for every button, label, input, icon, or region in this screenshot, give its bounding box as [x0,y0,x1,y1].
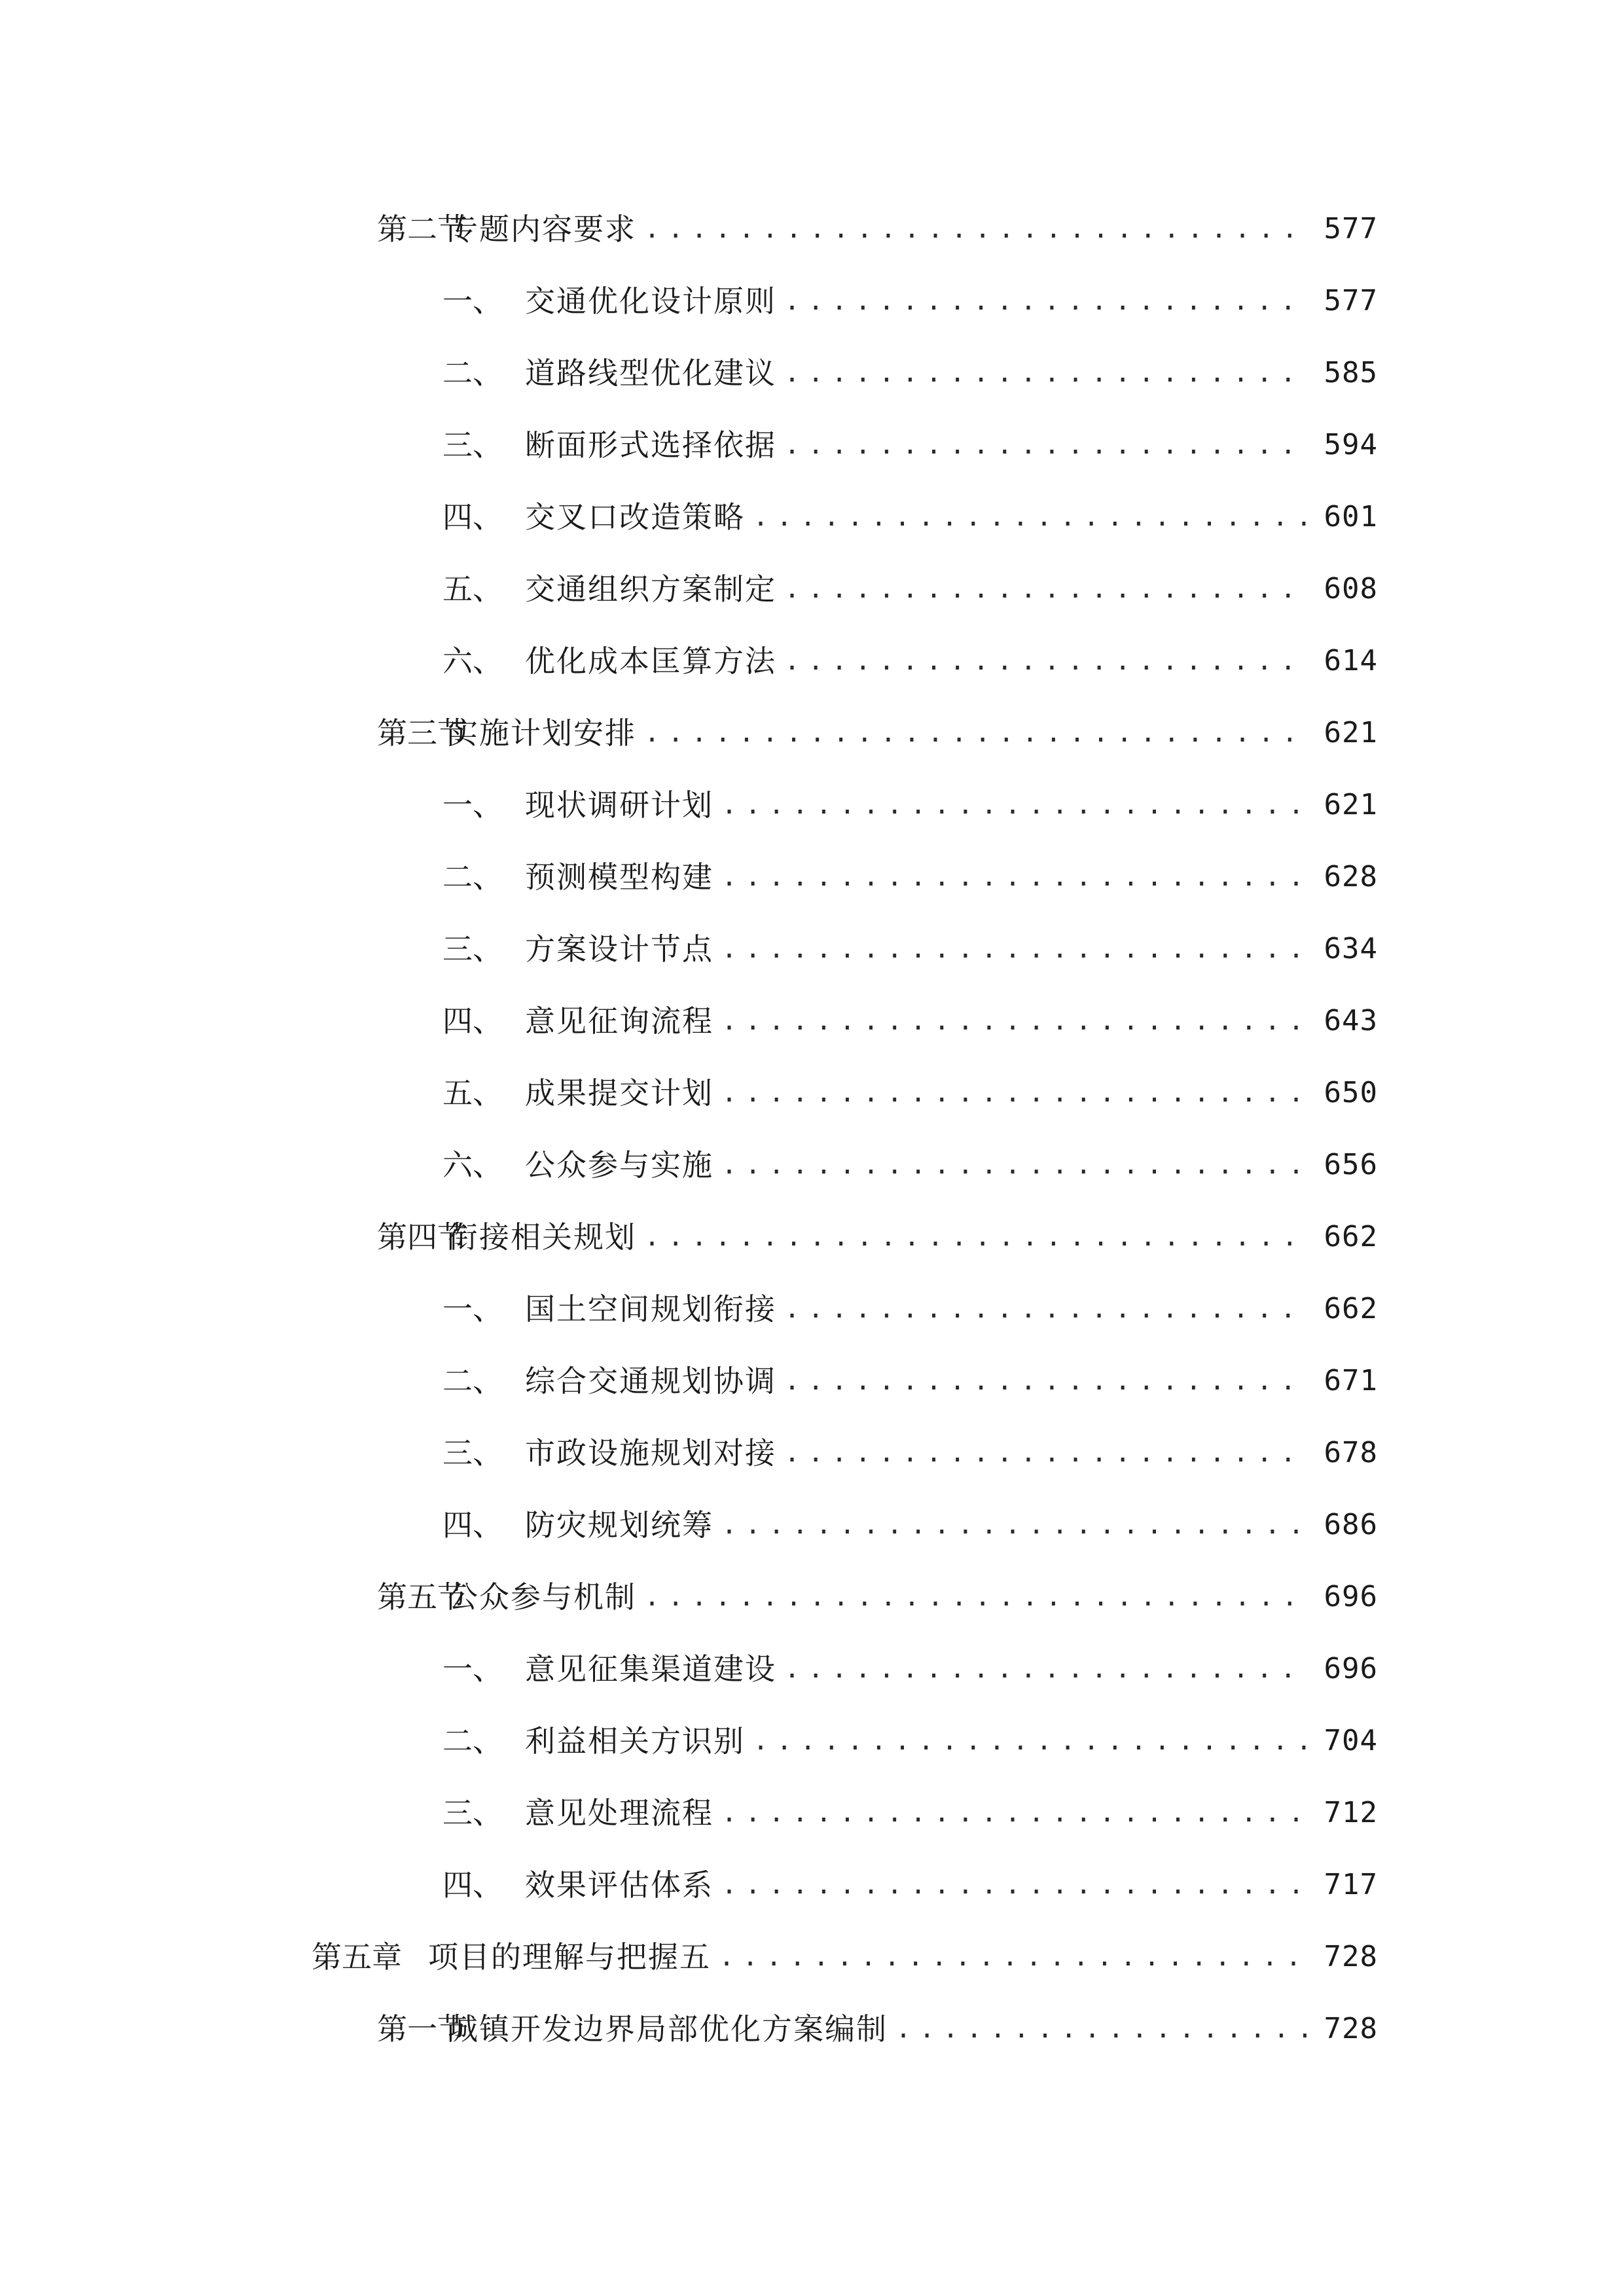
toc-entry-title: 成果提交计划 [525,1075,713,1111]
toc-entry-title: 市政设施规划对接 [525,1435,776,1471]
toc-entry-page: 634 [1324,932,1378,965]
toc-entry-label: 第四节 [377,1219,467,1255]
toc-entry-page: 686 [1324,1508,1378,1541]
toc-entry-page: 662 [1324,1220,1378,1253]
toc-entry-label: 第五节 [377,1579,467,1615]
toc-dot-leader [784,1643,1310,1695]
toc-entry-title: 预测模型构建 [525,859,713,895]
toc-entry-title: 衔接相关规划 [448,1219,636,1255]
toc-entry-label: 第五章 [312,1939,402,1975]
toc-entry-title: 专题内容要求 [448,211,636,247]
toc-entry-item[interactable] [442,995,1378,1047]
toc-entry-label: 六、 [442,643,503,679]
toc-entry-page: 678 [1324,1436,1378,1469]
toc-dot-leader [644,203,1310,255]
toc-entry-item[interactable] [442,635,1378,687]
toc-entry-item[interactable] [442,1787,1378,1839]
toc-entry-page: 696 [1324,1652,1378,1685]
toc-entry-title: 意见征询流程 [525,1003,713,1039]
toc-entry-page: 662 [1324,1292,1378,1325]
toc-entry-item[interactable] [442,1283,1378,1335]
toc-entry-label: 四、 [442,499,503,535]
toc-entry-item[interactable] [442,851,1378,903]
toc-entry-label: 六、 [442,1147,503,1183]
toc-entry-page: 608 [1324,572,1378,605]
toc-dot-leader [721,995,1310,1047]
toc-entry-item[interactable] [442,1643,1378,1695]
toc-entry-title: 方案设计节点 [525,931,713,967]
toc-dot-leader [784,563,1310,615]
toc-dot-leader [721,1067,1310,1119]
toc-entry-item[interactable] [442,275,1378,327]
toc-entry-label: 第二节 [377,211,467,247]
toc-entry-label: 二、 [442,355,503,391]
toc-entry-item[interactable] [442,1499,1378,1551]
toc-entry-label: 五、 [442,1075,503,1111]
toc-entry-page: 601 [1324,500,1378,533]
toc-entry-label: 二、 [442,1723,503,1759]
toc-entry-label: 四、 [442,1003,503,1039]
toc-entry-title: 断面形式选择依据 [525,427,776,463]
toc-entry-section[interactable] [377,1571,1378,1623]
toc-entry-item[interactable] [442,491,1378,543]
toc-entry-label: 三、 [442,1435,503,1471]
toc-entry-title: 意见征集渠道建设 [525,1651,776,1687]
toc-entry-page: 671 [1324,1364,1378,1397]
toc-dot-leader [753,1715,1310,1767]
toc-entry-label: 三、 [442,427,503,463]
toc-dot-leader [721,1859,1310,1911]
toc-entry-page: 621 [1324,788,1378,821]
toc-entry-label: 第一节 [377,2011,467,2047]
toc-entry-item[interactable] [442,419,1378,471]
toc-entry-item[interactable] [442,347,1378,399]
toc-entry-page: 656 [1324,1148,1378,1181]
toc-entry-title: 效果评估体系 [525,1867,713,1903]
toc-entry-item[interactable] [442,1715,1378,1767]
toc-entry-title: 意见处理流程 [525,1795,713,1831]
toc-dot-leader [644,1211,1310,1263]
toc-entry-page: 577 [1324,212,1378,245]
toc-entry-label: 三、 [442,931,503,967]
toc-entry-item[interactable] [442,1355,1378,1407]
toc-dot-leader [721,1499,1310,1551]
toc-entry-page: 728 [1324,2012,1378,2045]
toc-dot-leader [784,419,1310,471]
toc-entry-section[interactable] [377,2003,1378,2055]
toc-entry-title: 公众参与机制 [448,1579,636,1615]
toc-entry-title: 项目的理解与把握五 [428,1939,711,1975]
toc-entry-page: 712 [1324,1796,1378,1829]
toc-entry-title: 交通组织方案制定 [525,571,776,607]
toc-entry-title: 交叉口改造策略 [525,499,745,535]
toc-entry-title: 交通优化设计原则 [525,283,776,319]
toc-entry-item[interactable] [442,923,1378,975]
toc-entry-item[interactable] [442,563,1378,615]
toc-entry-item[interactable] [442,1427,1378,1479]
toc-entry-label: 五、 [442,571,503,607]
toc-dot-leader [784,1283,1310,1335]
toc-entry-title: 优化成本匡算方法 [525,643,776,679]
toc-dot-leader [721,1787,1310,1839]
toc-entry-section[interactable] [377,203,1378,255]
toc-dot-leader [644,1571,1310,1623]
toc-entry-page: 621 [1324,716,1378,749]
toc-entry-label: 二、 [442,859,503,895]
toc-entry-page: 585 [1324,356,1378,389]
toc-dot-leader [784,1427,1310,1479]
toc-entry-page: 643 [1324,1004,1378,1037]
toc-dot-leader [784,635,1310,687]
toc-entry-page: 696 [1324,1580,1378,1613]
toc-entry-page: 577 [1324,284,1378,317]
toc-entry-title: 利益相关方识别 [525,1723,745,1759]
toc-entry-item[interactable] [442,1067,1378,1119]
toc-entry-chapter[interactable] [312,1931,1378,1983]
toc-dot-leader [784,1355,1310,1407]
toc-dot-leader [719,1931,1310,1983]
toc-dot-leader [721,1139,1310,1191]
toc-dot-leader [644,707,1310,759]
toc-dot-leader [784,275,1310,327]
toc-entry-page: 717 [1324,1868,1378,1901]
toc-entry-item[interactable] [442,1139,1378,1191]
toc-entry-title: 国土空间规划衔接 [525,1291,776,1327]
toc-entry-label: 一、 [442,1291,503,1327]
toc-entry-title: 防灾规划统筹 [525,1507,713,1543]
toc-entry-title: 现状调研计划 [525,787,713,823]
toc-entry-section[interactable] [377,707,1378,759]
toc-entry-title: 城镇开发边界局部优化方案编制 [448,2011,888,2047]
toc-entry-title: 实施计划安排 [448,715,636,751]
toc-dot-leader [895,2003,1310,2055]
toc-entry-label: 三、 [442,1795,503,1831]
toc-entry-title: 公众参与实施 [525,1147,713,1183]
toc-entry-label: 一、 [442,787,503,823]
toc-dot-leader [721,851,1310,903]
toc-entry-page: 628 [1324,860,1378,893]
toc-dot-leader [753,491,1310,543]
toc-entry-page: 594 [1324,428,1378,461]
toc-entry-title: 综合交通规划协调 [525,1363,776,1399]
toc-entry-page: 704 [1324,1724,1378,1757]
toc-entry-label: 二、 [442,1363,503,1399]
toc-entry-item[interactable] [442,1859,1378,1911]
toc-entry-label: 一、 [442,1651,503,1687]
toc-entry-item[interactable] [442,779,1378,831]
toc-dot-leader [721,779,1310,831]
toc-entry-section[interactable] [377,1211,1378,1263]
toc-entry-page: 614 [1324,644,1378,677]
toc-entry-page: 728 [1324,1940,1378,1973]
toc-dot-leader [784,347,1310,399]
toc-entry-title: 道路线型优化建议 [525,355,776,391]
toc-entry-label: 四、 [442,1867,503,1903]
toc-entry-page: 650 [1324,1076,1378,1109]
toc-entry-label: 一、 [442,283,503,319]
toc-entry-label: 第三节 [377,715,467,751]
toc-entry-label: 四、 [442,1507,503,1543]
toc-dot-leader [721,923,1310,975]
